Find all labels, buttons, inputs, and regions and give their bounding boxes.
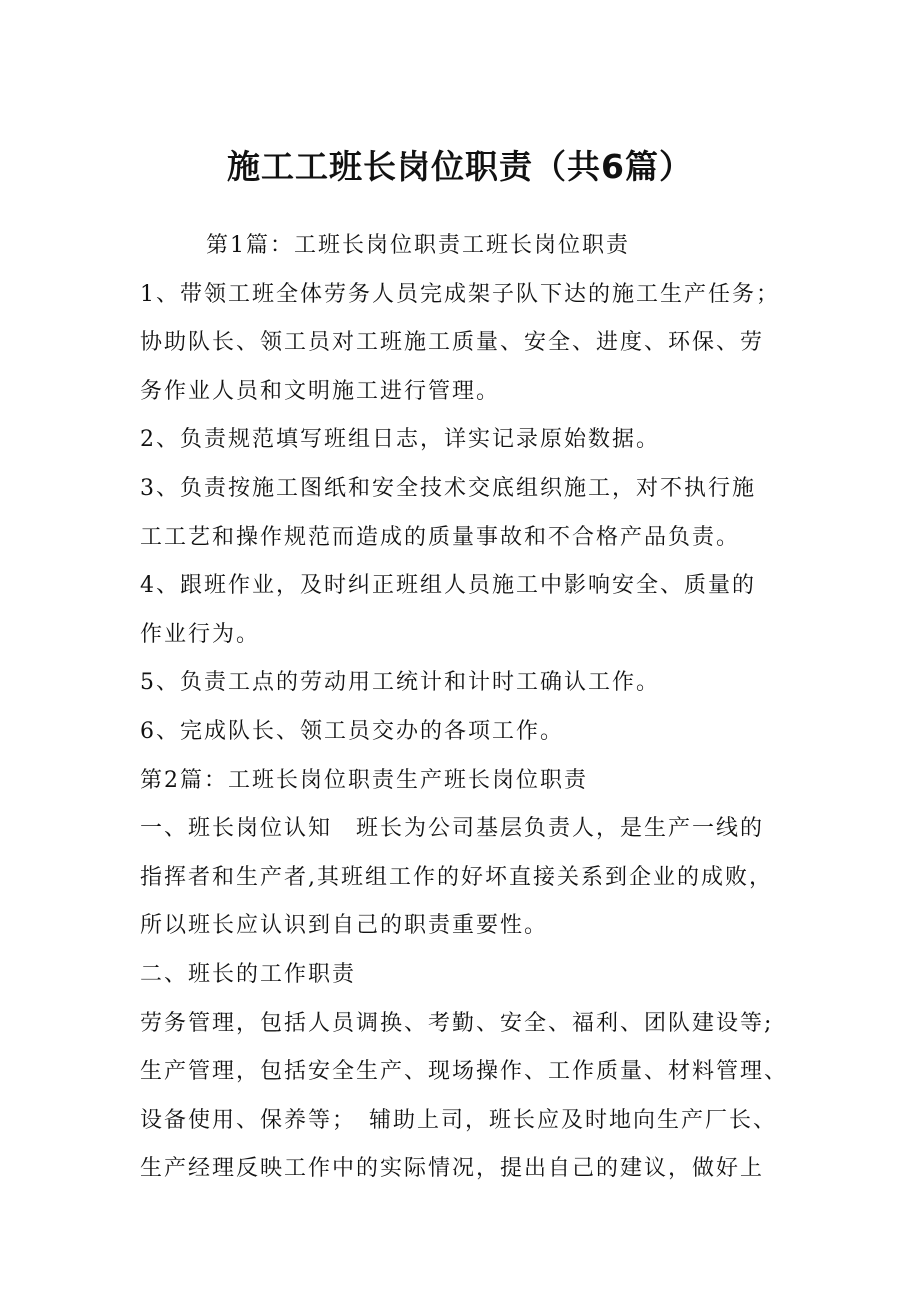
paragraph-line: 作业行为。: [140, 621, 261, 647]
paragraph-line: 劳务管理，包括人员调换、考勤、安全、福利、团队建设等;: [140, 1010, 774, 1036]
paragraph-line: 指挥者和生产者,其班组工作的好坏直接关系到企业的成败，: [140, 864, 773, 890]
paragraph-line: 所以班长应认识到自己的职责重要性。: [140, 913, 549, 939]
paragraph-line: 工工艺和操作规范而造成的质量事故和不合格产品负责。: [140, 524, 741, 550]
document-title: 施工工班长岗位职责（共6篇）: [227, 147, 693, 186]
paragraph-line: 生产管理，包括安全生产、现场操作、工作质量、材料管理、: [140, 1059, 789, 1085]
paragraph-line: 1、带领工班全体劳务人员完成架子队下达的施工生产任务；: [140, 281, 780, 307]
paragraph-line: 务作业人员和文明施工进行管理。: [140, 378, 501, 404]
paragraph-line: 2、负责规范填写班组日志，详实记录原始数据。: [140, 427, 660, 453]
section-heading-2: 第2篇：工班长岗位职责生产班长岗位职责: [140, 767, 588, 793]
section-heading-1: 第1篇：工班长岗位职责工班长岗位职责: [206, 233, 630, 258]
paragraph-line: 协助队长、领工员对工班施工质量、安全、进度、环保、劳: [140, 330, 765, 356]
document-body: [140, 229, 800, 1201]
paragraph-line: 生产经理反映工作中的实际情况，提出自己的建议，做好上: [140, 1156, 765, 1182]
paragraph-line: 3、负责按施工图纸和安全技术交底组织施工，对不执行施: [140, 475, 756, 501]
paragraph-line: 5、负责工点的劳动用工统计和计时工确认工作。: [140, 670, 660, 696]
paragraph-line: 设备使用、保养等； 辅助上司，班长应及时地向生产厂长、: [140, 1107, 778, 1133]
paragraph-line: 4、跟班作业，及时纠正班组人员施工中影响安全、质量的: [140, 573, 756, 599]
paragraph-line: 6、完成队长、领工员交办的各项工作。: [140, 718, 564, 744]
paragraph-line: 一、班长岗位认知 班长为公司基层负责人，是生产一线的: [140, 816, 765, 842]
paragraph-line: 二、班长的工作职责: [140, 961, 357, 987]
